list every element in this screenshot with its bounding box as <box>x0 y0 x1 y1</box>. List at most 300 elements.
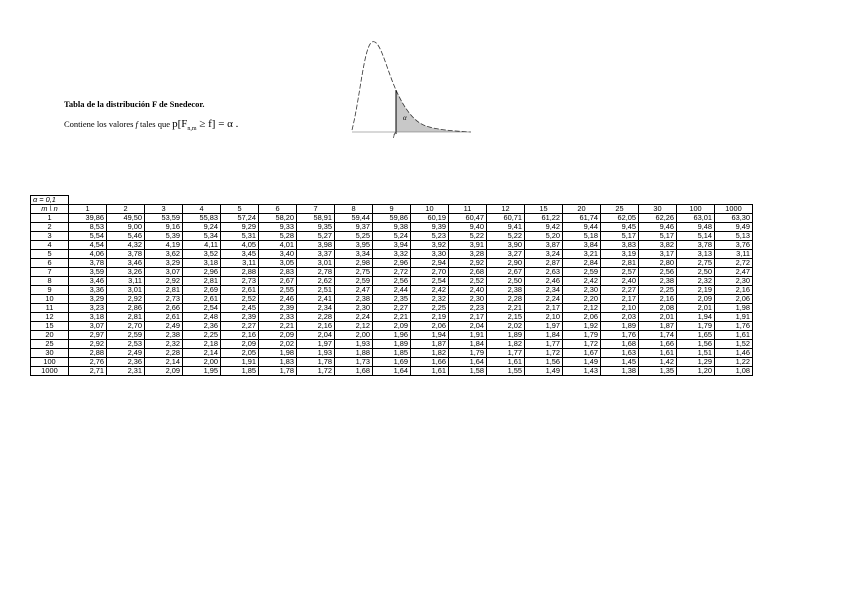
row-header: 8 <box>31 277 69 286</box>
table-cell: 2,24 <box>525 295 563 304</box>
table-cell: 1,66 <box>411 358 449 367</box>
table-cell: 3,07 <box>69 322 107 331</box>
table-cell: 61,74 <box>563 214 601 223</box>
table-cell: 4,32 <box>107 241 145 250</box>
table-row <box>31 367 753 376</box>
table-cell: 3,29 <box>69 295 107 304</box>
table-cell: 2,06 <box>715 295 753 304</box>
table-cell: 2,75 <box>335 268 373 277</box>
table-cell: 3,01 <box>107 286 145 295</box>
table-cell: 5,31 <box>221 232 259 241</box>
table-cell: 1,78 <box>297 358 335 367</box>
table-cell: 2,54 <box>183 304 221 313</box>
table-cell: 62,05 <box>601 214 639 223</box>
table-cell: 9,24 <box>183 223 221 232</box>
table-cell: 2,14 <box>145 358 183 367</box>
table-cell: 2,36 <box>107 358 145 367</box>
table-cell: 2,81 <box>107 313 145 322</box>
table-cell: 2,15 <box>487 313 525 322</box>
row-header: 15 <box>31 322 69 331</box>
table-cell: 1,20 <box>677 367 715 376</box>
table-cell: 1,69 <box>373 358 411 367</box>
table-cell: 2,59 <box>107 331 145 340</box>
table-cell: 1,98 <box>715 304 753 313</box>
table-cell: 2,06 <box>563 313 601 322</box>
table-cell: 3,29 <box>145 259 183 268</box>
table-cell: 2,69 <box>183 286 221 295</box>
table-cell: 1,83 <box>259 358 297 367</box>
row-header: 25 <box>31 340 69 349</box>
table-cell: 9,42 <box>525 223 563 232</box>
table-cell: 2,71 <box>69 367 107 376</box>
table-cell: 2,87 <box>525 259 563 268</box>
table-cell: 1,64 <box>373 367 411 376</box>
table-cell: 1,73 <box>335 358 373 367</box>
table-cell: 2,84 <box>563 259 601 268</box>
table-cell: 1,64 <box>449 358 487 367</box>
table-cell: 2,03 <box>601 313 639 322</box>
table-cell: 5,22 <box>449 232 487 241</box>
table-cell: 2,42 <box>563 277 601 286</box>
table-cell: 63,01 <box>677 214 715 223</box>
table-cell: 2,19 <box>411 313 449 322</box>
table-cell: 2,10 <box>525 313 563 322</box>
table-cell: 2,24 <box>335 313 373 322</box>
table-cell: 2,98 <box>335 259 373 268</box>
table-cell: 1,78 <box>259 367 297 376</box>
table-cell: 2,19 <box>677 286 715 295</box>
table-cell: 3,92 <box>411 241 449 250</box>
table-cell: 1,87 <box>639 322 677 331</box>
table-cell: 2,72 <box>715 259 753 268</box>
table-cell: 2,38 <box>639 277 677 286</box>
table-cell: 3,34 <box>335 250 373 259</box>
table-cell: 1,79 <box>449 349 487 358</box>
table-cell: 9,46 <box>639 223 677 232</box>
table-cell: 5,14 <box>677 232 715 241</box>
table-cell: 1,82 <box>487 340 525 349</box>
table-cell: 2,86 <box>107 304 145 313</box>
table-cell: 1,89 <box>487 331 525 340</box>
table-cell: 5,22 <box>487 232 525 241</box>
row-header: 1000 <box>31 367 69 376</box>
table-cell: 1,72 <box>297 367 335 376</box>
table-cell: 2,49 <box>107 349 145 358</box>
table-cell: 2,06 <box>411 322 449 331</box>
table-cell: 2,38 <box>335 295 373 304</box>
table-cell: 5,46 <box>107 232 145 241</box>
table-cell: 8,53 <box>69 223 107 232</box>
table-cell: 1,79 <box>677 322 715 331</box>
table-cell: 60,71 <box>487 214 525 223</box>
column-header: 1 <box>69 205 107 214</box>
table-cell: 2,02 <box>259 340 297 349</box>
table-cell: 9,35 <box>297 223 335 232</box>
table-cell: 1,61 <box>487 358 525 367</box>
table-cell: 2,30 <box>563 286 601 295</box>
table-cell: 3,30 <box>411 250 449 259</box>
table-cell: 2,02 <box>487 322 525 331</box>
table-cell: 3,17 <box>639 250 677 259</box>
column-header: 4 <box>183 205 221 214</box>
column-header: 2 <box>107 205 145 214</box>
table-cell: 1,74 <box>639 331 677 340</box>
column-header: 20 <box>563 205 601 214</box>
alpha-header: α = 0,1 <box>31 196 69 205</box>
row-header: 10 <box>31 295 69 304</box>
table-cell: 2,14 <box>183 349 221 358</box>
table-cell: 2,01 <box>677 304 715 313</box>
table-cell: 2,97 <box>69 331 107 340</box>
row-header: 11 <box>31 304 69 313</box>
table-cell: 4,01 <box>259 241 297 250</box>
table-cell: 2,92 <box>107 295 145 304</box>
table-cell: 2,17 <box>601 295 639 304</box>
table-cell: 2,42 <box>411 286 449 295</box>
table-cell: 1,51 <box>677 349 715 358</box>
table-cell: 3,76 <box>715 241 753 250</box>
table-cell: 2,56 <box>373 277 411 286</box>
table-cell: 4,54 <box>69 241 107 250</box>
table-cell: 9,33 <box>259 223 297 232</box>
table-cell: 1,88 <box>335 349 373 358</box>
table-cell: 1,93 <box>335 340 373 349</box>
table-cell: 3,45 <box>221 250 259 259</box>
table-cell: 3,98 <box>297 241 335 250</box>
table-cell: 2,88 <box>69 349 107 358</box>
table-cell: 2,30 <box>335 304 373 313</box>
table-cell: 2,12 <box>563 304 601 313</box>
table-cell: 4,11 <box>183 241 221 250</box>
table-cell: 1,89 <box>601 322 639 331</box>
table-cell: 3,19 <box>601 250 639 259</box>
table-cell: 1,61 <box>715 331 753 340</box>
table-cell: 3,84 <box>563 241 601 250</box>
table-cell: 3,78 <box>69 259 107 268</box>
table-cell: 1,66 <box>639 340 677 349</box>
row-header: 3 <box>31 232 69 241</box>
table-cell: 4,19 <box>145 241 183 250</box>
table-cell: 2,25 <box>411 304 449 313</box>
table-cell: 2,36 <box>183 322 221 331</box>
table-cell: 2,78 <box>297 268 335 277</box>
table-cell: 58,91 <box>297 214 335 223</box>
table-cell: 5,34 <box>183 232 221 241</box>
table-cell: 2,75 <box>677 259 715 268</box>
table-cell: 3,78 <box>677 241 715 250</box>
table-cell: 2,73 <box>145 295 183 304</box>
table-cell: 1,84 <box>525 331 563 340</box>
table-cell: 2,56 <box>639 268 677 277</box>
table-cell: 1,97 <box>525 322 563 331</box>
table-cell: 2,54 <box>411 277 449 286</box>
table-cell: 1,56 <box>677 340 715 349</box>
table-title: Tabla de la distribución F de Snedecor. <box>64 99 205 109</box>
table-cell: 1,84 <box>449 340 487 349</box>
table-cell: 1,91 <box>221 358 259 367</box>
column-header: 5 <box>221 205 259 214</box>
table-cell: 3,46 <box>107 259 145 268</box>
table-cell: 1,79 <box>563 331 601 340</box>
table-cell: 2,21 <box>373 313 411 322</box>
table-cell: 4,06 <box>69 250 107 259</box>
table-cell: 2,00 <box>335 331 373 340</box>
table-cell: 3,52 <box>183 250 221 259</box>
table-cell: 59,44 <box>335 214 373 223</box>
table-cell: 2,35 <box>373 295 411 304</box>
table-cell: 2,20 <box>563 295 601 304</box>
table-cell: 4,05 <box>221 241 259 250</box>
table-cell: 2,72 <box>373 268 411 277</box>
table-cell: 1,46 <box>715 349 753 358</box>
column-header: 25 <box>601 205 639 214</box>
row-header: 2 <box>31 223 69 232</box>
table-cell: 1,65 <box>677 331 715 340</box>
table-cell: 2,09 <box>373 322 411 331</box>
table-cell: 2,49 <box>145 322 183 331</box>
table-cell: 1,96 <box>373 331 411 340</box>
table-cell: 3,28 <box>449 250 487 259</box>
table-cell: 1,22 <box>715 358 753 367</box>
table-cell: 2,70 <box>411 268 449 277</box>
table-cell: 3,37 <box>297 250 335 259</box>
table-cell: 3,11 <box>221 259 259 268</box>
table-cell: 2,10 <box>601 304 639 313</box>
table-cell: 3,13 <box>677 250 715 259</box>
table-cell: 2,83 <box>259 268 297 277</box>
table-cell: 2,38 <box>145 331 183 340</box>
table-cell: 3,18 <box>69 313 107 322</box>
table-cell: 9,40 <box>449 223 487 232</box>
table-cell: 2,57 <box>601 268 639 277</box>
table-cell: 2,92 <box>145 277 183 286</box>
table-cell: 1,72 <box>525 349 563 358</box>
table-cell: 1,29 <box>677 358 715 367</box>
table-cell: 53,59 <box>145 214 183 223</box>
table-cell: 2,28 <box>297 313 335 322</box>
table-cell: 2,47 <box>715 268 753 277</box>
row-header: 100 <box>31 358 69 367</box>
f-distribution-figure <box>346 38 476 138</box>
table-cell: 2,70 <box>107 322 145 331</box>
table-cell: 1,76 <box>601 331 639 340</box>
table-cell: 57,24 <box>221 214 259 223</box>
table-cell: 1,42 <box>639 358 677 367</box>
table-cell: 1,56 <box>525 358 563 367</box>
table-cell: 2,09 <box>221 340 259 349</box>
table-cell: 2,30 <box>715 277 753 286</box>
table-cell: 1,43 <box>563 367 601 376</box>
row-header: 30 <box>31 349 69 358</box>
column-header: 10 <box>411 205 449 214</box>
table-cell: 5,25 <box>335 232 373 241</box>
table-cell: 1,61 <box>411 367 449 376</box>
table-cell: 3,40 <box>259 250 297 259</box>
table-cell: 2,52 <box>221 295 259 304</box>
table-cell: 2,59 <box>335 277 373 286</box>
table-cell: 5,39 <box>145 232 183 241</box>
corner-label: m \ n <box>31 205 69 214</box>
table-cell: 2,32 <box>411 295 449 304</box>
table-cell: 2,55 <box>259 286 297 295</box>
table-cell: 1,94 <box>677 313 715 322</box>
table-cell: 9,48 <box>677 223 715 232</box>
table-cell: 2,27 <box>601 286 639 295</box>
tail-area <box>396 90 471 132</box>
table-cell: 9,37 <box>335 223 373 232</box>
table-cell: 2,16 <box>221 331 259 340</box>
table-cell: 9,16 <box>145 223 183 232</box>
table-cell: 2,32 <box>677 277 715 286</box>
table-cell: 2,34 <box>525 286 563 295</box>
table-cell: 2,94 <box>411 259 449 268</box>
table-cell: 1,98 <box>259 349 297 358</box>
table-cell: 3,36 <box>69 286 107 295</box>
table-cell: 2,46 <box>525 277 563 286</box>
row-header: 20 <box>31 331 69 340</box>
table-cell: 1,38 <box>601 367 639 376</box>
table-cell: 2,12 <box>335 322 373 331</box>
table-cell: 1,58 <box>449 367 487 376</box>
table-cell: 1,92 <box>563 322 601 331</box>
table-cell: 2,63 <box>525 268 563 277</box>
table-cell: 2,92 <box>449 259 487 268</box>
table-cell: 3,82 <box>639 241 677 250</box>
table-cell: 2,67 <box>487 268 525 277</box>
row-header: 12 <box>31 313 69 322</box>
table-cell: 3,27 <box>487 250 525 259</box>
table-cell: 2,90 <box>487 259 525 268</box>
table-cell: 9,29 <box>221 223 259 232</box>
table-cell: 2,05 <box>221 349 259 358</box>
table-cell: 3,94 <box>373 241 411 250</box>
table-cell: 2,09 <box>259 331 297 340</box>
table-cell: 2,17 <box>525 304 563 313</box>
table-cell: 2,40 <box>601 277 639 286</box>
table-cell: 1,95 <box>183 367 221 376</box>
f-table <box>30 195 753 376</box>
table-cell: 2,68 <box>449 268 487 277</box>
table-cell: 5,23 <box>411 232 449 241</box>
table-cell: 2,00 <box>183 358 221 367</box>
table-cell: 60,47 <box>449 214 487 223</box>
table-cell: 2,39 <box>221 313 259 322</box>
table-cell: 1,63 <box>601 349 639 358</box>
table-cell: 3,91 <box>449 241 487 250</box>
table-cell: 2,47 <box>335 286 373 295</box>
table-cell: 5,17 <box>639 232 677 241</box>
table-cell: 3,32 <box>373 250 411 259</box>
table-cell: 1,49 <box>525 367 563 376</box>
table-cell: 3,90 <box>487 241 525 250</box>
row-header: 1 <box>31 214 69 223</box>
table-cell: 3,07 <box>145 268 183 277</box>
table-cell: 2,21 <box>487 304 525 313</box>
table-cell: 5,27 <box>297 232 335 241</box>
table-cell: 2,16 <box>715 286 753 295</box>
table-cell: 3,24 <box>525 250 563 259</box>
table-cell: 2,17 <box>449 313 487 322</box>
table-cell: 2,28 <box>145 349 183 358</box>
table-cell: 2,96 <box>183 268 221 277</box>
table-cell: 3,18 <box>183 259 221 268</box>
table-cell: 3,59 <box>69 268 107 277</box>
table-cell: 2,67 <box>259 277 297 286</box>
table-cell: 1,45 <box>601 358 639 367</box>
table-description <box>64 117 238 136</box>
table-cell: 1,94 <box>411 331 449 340</box>
table-cell: 1,93 <box>297 349 335 358</box>
table-cell: 3,11 <box>107 277 145 286</box>
caption <box>64 97 238 136</box>
table-cell: 2,76 <box>69 358 107 367</box>
table-cell: 2,61 <box>183 295 221 304</box>
column-header: 100 <box>677 205 715 214</box>
table-cell: 9,38 <box>373 223 411 232</box>
table-cell: 2,61 <box>145 313 183 322</box>
table-cell: 1,91 <box>449 331 487 340</box>
f-label: f <box>393 132 395 138</box>
table-cell: 2,41 <box>297 295 335 304</box>
table-cell: 2,92 <box>69 340 107 349</box>
table-cell: 61,22 <box>525 214 563 223</box>
desc-var: f <box>135 119 138 129</box>
table-cell: 2,25 <box>639 286 677 295</box>
table-cell: 2,44 <box>373 286 411 295</box>
table-cell: 3,01 <box>297 259 335 268</box>
table-cell: 2,38 <box>487 286 525 295</box>
table-cell: 2,27 <box>221 322 259 331</box>
table-cell: 1,76 <box>715 322 753 331</box>
formula-sub: n,m <box>187 126 197 133</box>
column-header: 1000 <box>715 205 753 214</box>
table-cell: 1,85 <box>221 367 259 376</box>
table-cell: 9,44 <box>563 223 601 232</box>
table-cell: 2,45 <box>221 304 259 313</box>
column-header: 12 <box>487 205 525 214</box>
desc-mid: tales que <box>140 119 171 129</box>
table-cell: 2,33 <box>259 313 297 322</box>
row-header: 6 <box>31 259 69 268</box>
column-header: 11 <box>449 205 487 214</box>
table-cell: 1,67 <box>563 349 601 358</box>
table-cell: 2,09 <box>145 367 183 376</box>
table-cell: 2,51 <box>297 286 335 295</box>
table-cell: 9,39 <box>411 223 449 232</box>
table-cell: 2,48 <box>183 313 221 322</box>
table-cell: 2,81 <box>183 277 221 286</box>
table-cell: 2,53 <box>107 340 145 349</box>
formula: $p[F_{n,m} \ge f] = \alpha$ . <box>172 118 239 133</box>
table-cell: 2,08 <box>639 304 677 313</box>
table-cell: 5,13 <box>715 232 753 241</box>
table-cell: 5,28 <box>259 232 297 241</box>
table-cell: 2,04 <box>297 331 335 340</box>
table-cell: 2,61 <box>221 286 259 295</box>
table-cell: 2,34 <box>297 304 335 313</box>
table-cell: 1,72 <box>563 340 601 349</box>
column-header: 8 <box>335 205 373 214</box>
table-cell: 1,49 <box>563 358 601 367</box>
table-cell: 3,46 <box>69 277 107 286</box>
table-cell: 2,16 <box>297 322 335 331</box>
table-cell: 3,95 <box>335 241 373 250</box>
table-cell: 2,01 <box>639 313 677 322</box>
table-cell: 2,50 <box>487 277 525 286</box>
alpha-label: α <box>403 114 407 122</box>
table-cell: 2,31 <box>107 367 145 376</box>
table-cell: 2,81 <box>145 286 183 295</box>
